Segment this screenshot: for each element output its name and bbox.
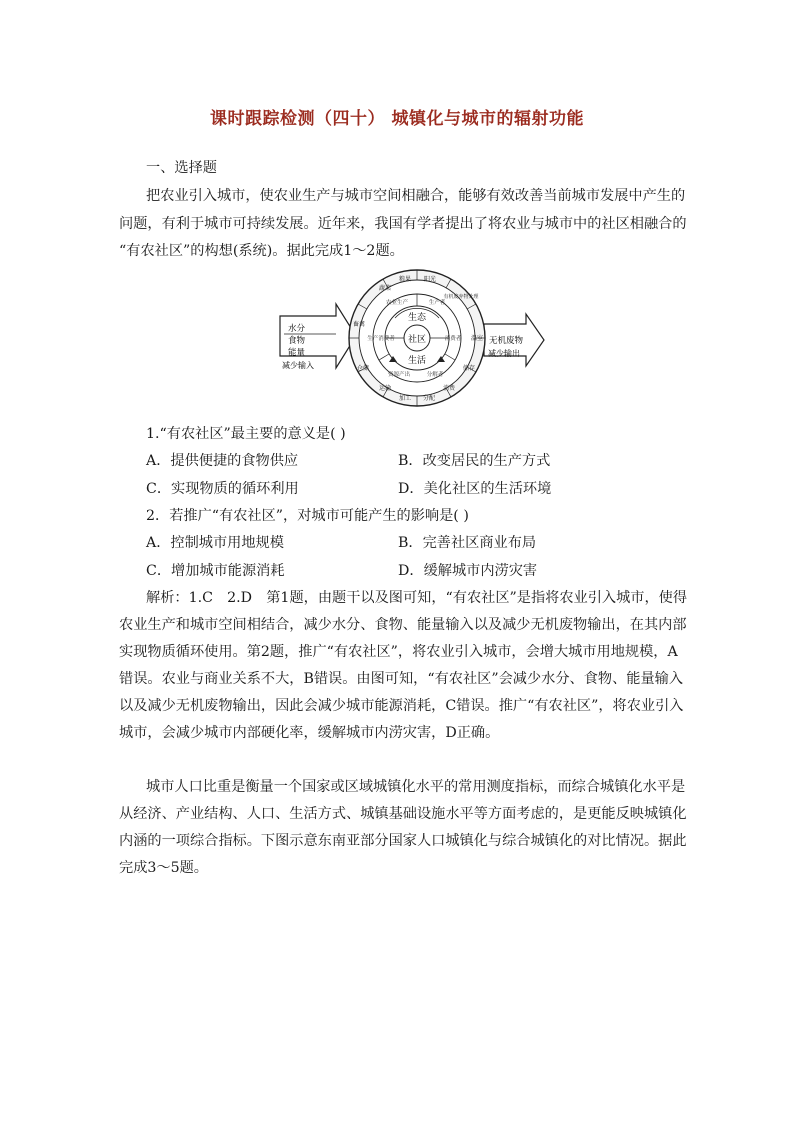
question-2-option-a: A．控制城市用地规模	[146, 535, 284, 551]
outer-ring-label: 蔬菜	[378, 285, 392, 292]
question-2-option-b: B．完善社区商业布局	[398, 535, 537, 551]
middle-ring-label: 资源产出	[387, 372, 411, 378]
analysis-line: 解析：1.C 2.D 第1题，由题干以及图可知，“有农社区”是指将农业引入城市，使得	[146, 590, 688, 606]
output-item: 无机废物	[489, 336, 524, 346]
question-2-option-d: D．缓解城市内涝灾害	[398, 563, 538, 579]
analysis-line: 以及减少无机废物输出，因此会减少城市能源消耗，C错误。推广“有农社区”，将农业引入	[119, 698, 684, 714]
question-1-option-b: B．改变居民的生产方式	[398, 453, 551, 469]
analysis-line: 城市，会减少城市内部硬化率，缓解城市内涝灾害，D正确。	[119, 725, 500, 741]
analysis-line: 错误。农业与商业关系不大，B错误。由图可知，“有农社区”会减少水分、食物、能量输入	[119, 671, 684, 687]
question-1-option-c: C．实现物质的循环利用	[146, 481, 299, 497]
middle-ring-label: 农业生产	[385, 300, 409, 306]
input-item: 能量	[288, 348, 306, 358]
inner-label-bottom: 生活	[407, 356, 427, 366]
page-title: 课时跟踪检测（四十） 城镇化与城市的辐射功能	[210, 109, 584, 129]
outer-ring-label: 加工	[398, 395, 412, 402]
output-caption: 减少输出	[488, 349, 520, 358]
community-agriculture-diagram	[276, 268, 548, 408]
input-item: 食物	[288, 336, 306, 346]
question-1-stem: 1.“有农社区”最主要的意义是( )	[146, 426, 346, 442]
input-item: 水分	[288, 324, 306, 334]
outer-ring-label: 粮果	[398, 276, 412, 283]
passage-line: 从经济、产业结构、人口、生活方式、城镇基础设施水平等方面考虑的，是更能反映城镇化	[119, 806, 687, 822]
outer-ring-label: 储存	[462, 365, 476, 372]
middle-ring-label: 消费者	[444, 336, 462, 342]
middle-ring-label: 生产者	[428, 300, 446, 306]
input-caption: 减少输入	[282, 361, 314, 370]
outer-ring-label: 阳光	[423, 276, 437, 283]
question-1-option-a: A．提供便捷的食物供应	[146, 453, 299, 469]
intro-line: “有农社区”的构想(系统)。据此完成1～2题。	[119, 243, 404, 259]
outer-ring-label: 仓储	[356, 365, 370, 372]
outer-ring-label: 分配	[422, 395, 436, 402]
question-1-option-d: D．美化社区的生活环境	[398, 481, 552, 497]
outer-ring-label: 消费	[442, 385, 456, 392]
intro-line: 问题，有利于城市可持续发展。近年来，我国有学者提出了将农业与城市中的社区相融合的	[119, 216, 687, 232]
passage-line: 完成3～5题。	[119, 860, 208, 876]
outer-ring-label: 畜禽	[352, 321, 366, 328]
section-heading: 一、选择题	[146, 160, 217, 176]
question-2-stem: 2．若推广“有农社区”，对城市可能产生的影响是( )	[146, 508, 469, 524]
intro-line: 把农业引入城市，使农业生产与城市空间相融合，能够有效改善当前城市发展中产生的	[146, 188, 686, 204]
outer-ring-label: 温室	[470, 335, 484, 342]
passage-line: 城市人口比重是衡量一个国家或区域城镇化水平的常用测度指标，而综合城镇化水平是	[146, 779, 686, 795]
passage-line: 内涵的一项综合指标。下图示意东南亚部分国家人口城镇化与综合城镇化的对比情况。据此	[119, 833, 687, 849]
question-2-option-c: C．增加城市能源消耗	[146, 563, 285, 579]
middle-ring-label: 分解者	[426, 372, 444, 378]
analysis-line: 农业生产和城市空间相结合，减少水分、食物、能量输入以及减少无机废物输出，在其内部	[119, 617, 687, 633]
center-label: 社区	[407, 335, 427, 345]
analysis-line: 实现物质循环使用。第2题，推广“有农社区”，将农业引入城市，会增大城市用地规模，A	[119, 644, 678, 660]
outer-ring-label: 运输	[378, 385, 392, 392]
outer-ring-label: 有机废弃物处理	[443, 294, 479, 300]
middle-ring-label: 生产消费者	[367, 336, 395, 342]
inner-label-top: 生态	[407, 313, 427, 323]
